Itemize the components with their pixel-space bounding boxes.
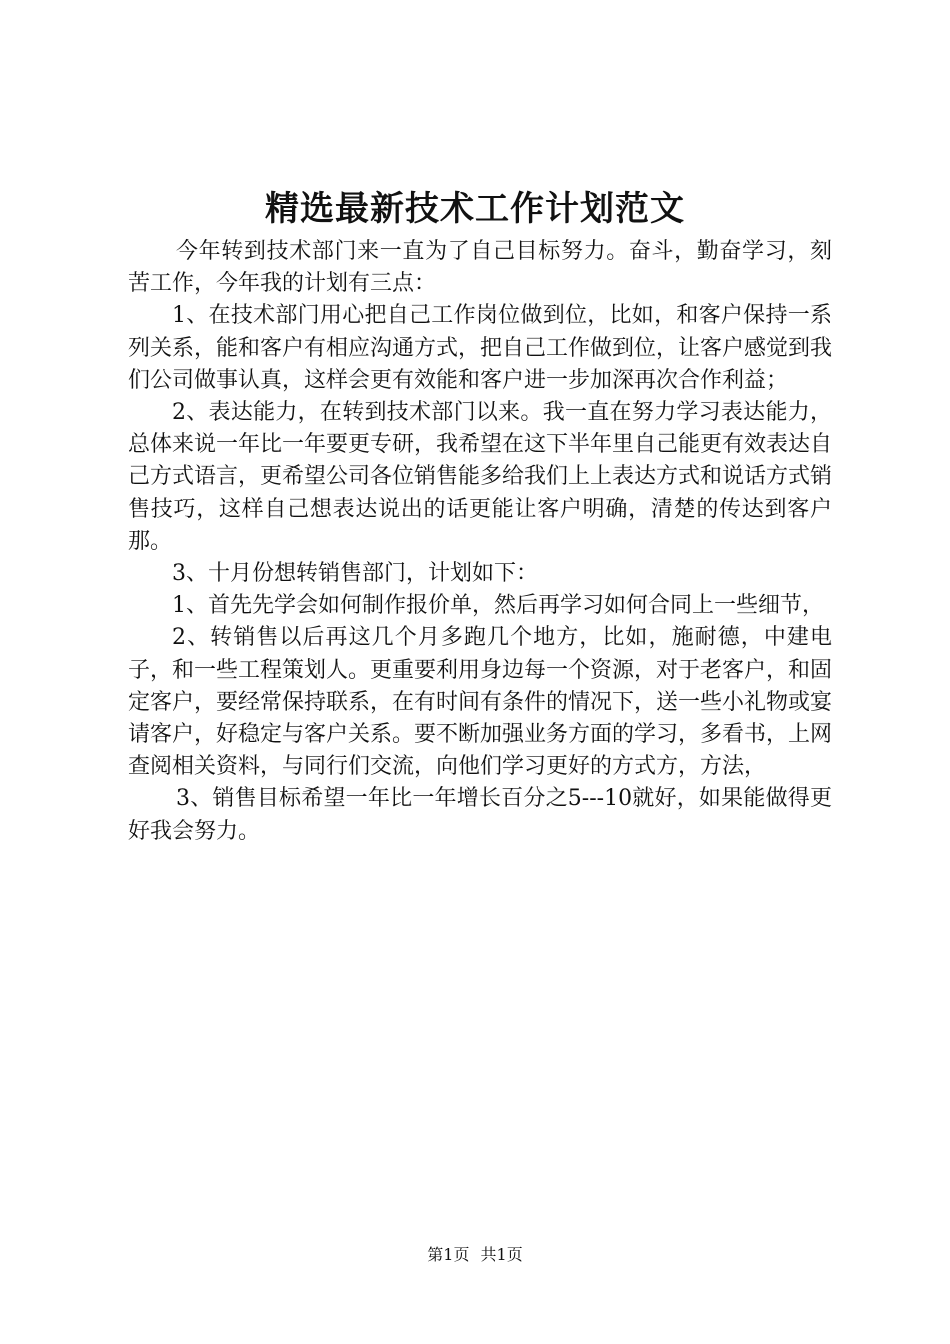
page-title: 精选最新技术工作计划范文	[265, 189, 685, 229]
document-body	[128, 236, 832, 848]
plan-item-1-paragraph: 1、在技术部门用心把自己工作岗位做到位，比如，和客户保持一系列关系，能和客户有相应沟通方式，把自己工作做到位，让客户感觉到我们公司做事认真，这样会更有效能和客户进一步加深再次合作利益；	[128, 303, 833, 393]
page-total: 共1页	[480, 1245, 523, 1264]
sales-step-3-paragraph: 3、销售目标希望一年比一年增长百分之5---10就好，如果能做得更好我会努力。	[128, 786, 832, 844]
sales-step-1-paragraph: 1、首先先学会如何制作报价单，然后再学习如何合同上一些细节，	[172, 593, 824, 619]
sales-step-2-paragraph: 2、转销售以后再这几个月多跑几个地方，比如，施耐德，中建电子，和一些工程策划人。更重要利用身边每一个资源，对于老客户，和固定客户，要经常保持联系，在有时间有条件的情况下，送一些小礼物或宴请客户，好稳定与客户关系。要不断加强业务方面的学习，多看书，上网查阅相关资料，与同行们交流，向他们学习更好的方式方，方法，	[128, 625, 833, 780]
plan-item-3-paragraph: 3、十月份想转销售部门，计划如下：	[172, 561, 538, 587]
page-number: 第1页	[427, 1245, 470, 1264]
intro-paragraph: 今年转到技术部门来一直为了自己目标努力。奋斗，勤奋学习，刻苦工作，今年我的计划有三点：	[128, 239, 832, 297]
plan-item-2-paragraph: 2、表达能力，在转到技术部门以来。我一直在努力学习表达能力，总体来说一年比一年要更专研，我希望在这下半年里自己能更有效表达自己方式语言，更希望公司各位销售能多给我们上上表达方式和说话方式销售技巧，这样自己想表达说出的话更能让客户明确，清楚的传达到客户那。	[128, 400, 833, 554]
page-footer	[0, 1244, 950, 1266]
